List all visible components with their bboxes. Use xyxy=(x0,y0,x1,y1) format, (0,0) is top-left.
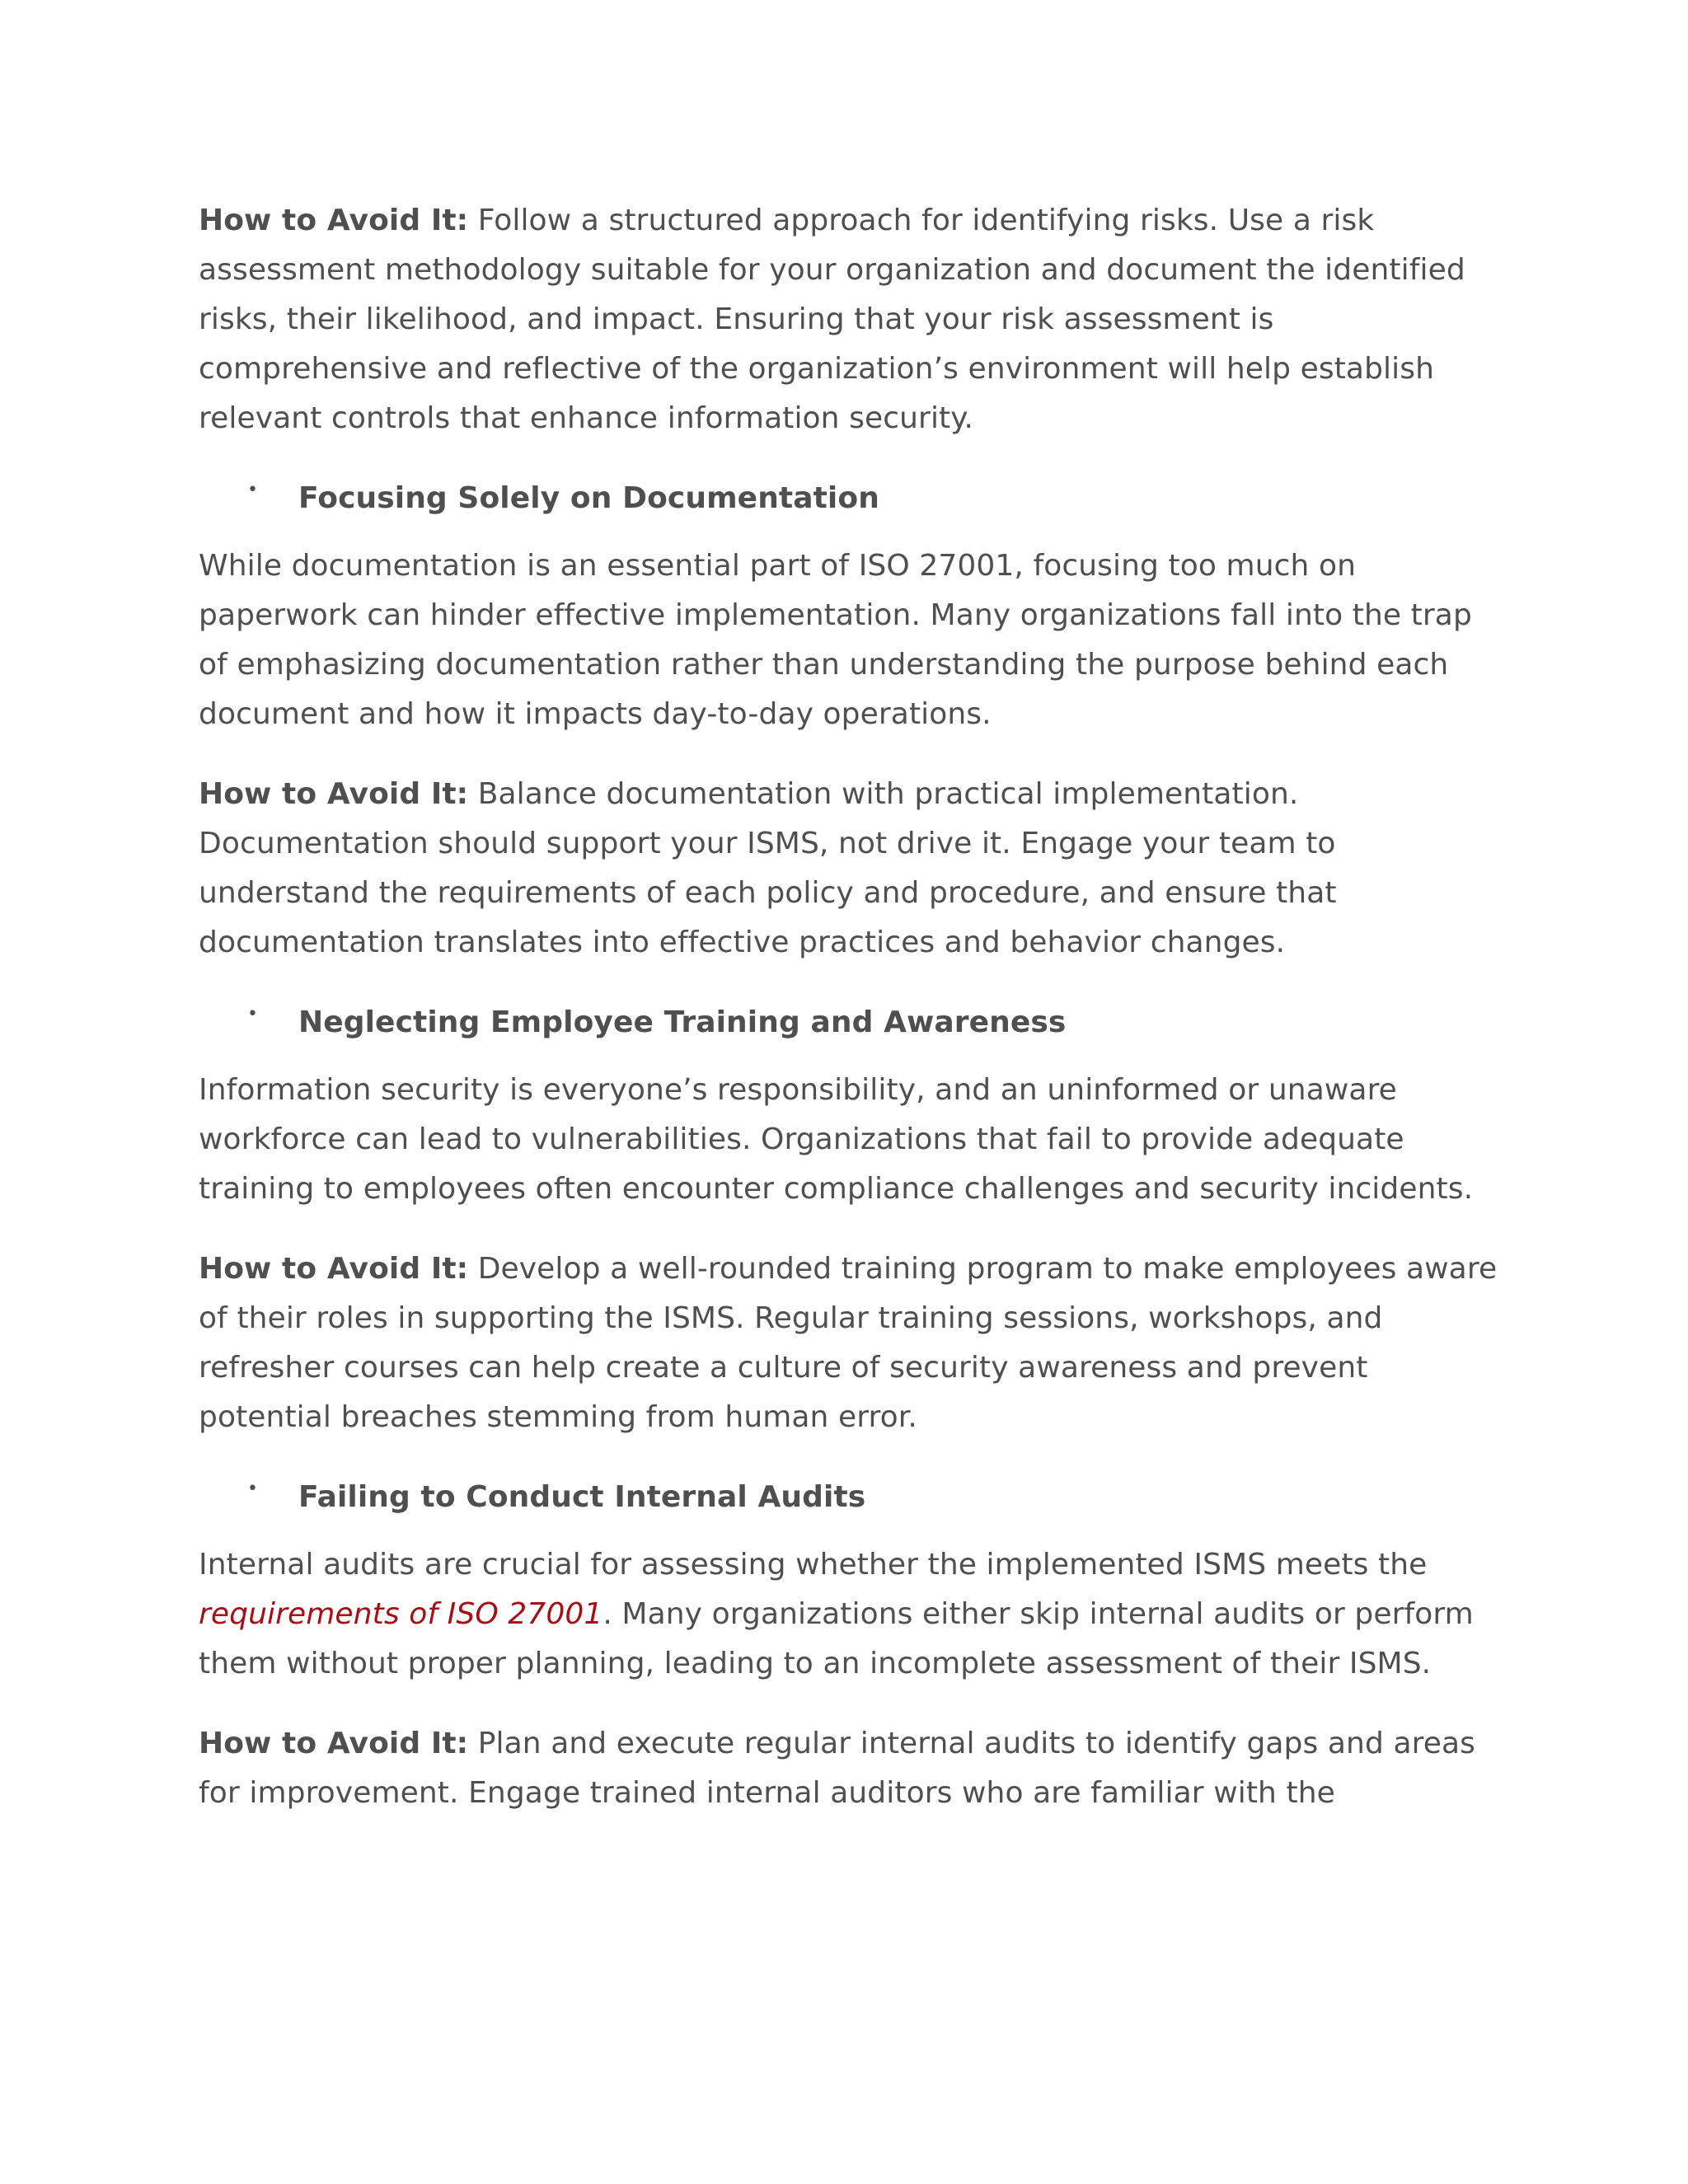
paragraph-audits-avoid xyxy=(199,1719,1501,1818)
paragraph-text: Internal audits are crucial for assessing whether the implemented ISMS meets the xyxy=(199,1548,1428,1582)
avoid-lead-label: How to Avoid It: xyxy=(199,204,469,237)
paragraph-text: Develop a well-rounded training program to make employees aware of their roles in supporting the ISMS. Regular training sessions, workshops, and refresher courses can help create a culture of security awareness and prevent potential breaches stemming from human error. xyxy=(199,1252,1498,1434)
avoid-lead-label: How to Avoid It: xyxy=(199,1727,469,1760)
bullet-icon: • xyxy=(247,480,259,500)
avoid-lead-label: How to Avoid It: xyxy=(199,777,469,811)
bullet-heading-audits xyxy=(199,1473,1501,1522)
heading-text: Neglecting Employee Training and Awareness xyxy=(298,1005,1067,1039)
paragraph-audits-body xyxy=(199,1540,1501,1689)
heading-text: Focusing Solely on Documentation xyxy=(298,481,879,515)
paragraph-documentation-body: While documentation is an essential part of ISO 27001, focusing too much on paperwork can hinder effective implementation. Many organizations fall into the trap of emphasizing documentation rather than understanding the purpose behind each document and how it impacts day-to-day operations. xyxy=(199,549,1472,731)
paragraph-training-avoid xyxy=(199,1244,1501,1442)
bullet-heading-training xyxy=(199,998,1501,1047)
bullet-icon: • xyxy=(247,1479,259,1499)
paragraph-text: Follow a structured approach for identifying risks. Use a risk assessment methodology suitable for your organization and document the identified risks, their likelihood, and impact. Ensuring that your risk assessment is comprehensive and reflective of the organization’s environment will help establish relevant controls that enhance information security. xyxy=(199,204,1465,435)
bullet-icon: • xyxy=(247,1004,259,1024)
avoid-lead-label: How to Avoid It: xyxy=(199,1252,469,1286)
bullet-heading-documentation xyxy=(199,474,1501,523)
paragraph-text: Plan and execute regular internal audits to identify gaps and areas for improvement. Engage trained internal auditors who are familiar with the xyxy=(199,1727,1476,1810)
paragraph-training-body: Information security is everyone’s responsibility, and an uninformed or unaware workforce can lead to vulnerabilities. Organizations that fail to provide adequate training to employees often encounter compliance challenges and security incidents. xyxy=(199,1073,1474,1206)
paragraph-text: . Many organizations either skip internal audits or perform them without proper planning, leading to an incomplete assessment of their ISMS. xyxy=(199,1597,1474,1680)
heading-text: Failing to Conduct Internal Audits xyxy=(298,1480,866,1514)
paragraph-documentation-avoid xyxy=(199,770,1501,968)
iso-requirements-link[interactable]: requirements of ISO 27001 xyxy=(199,1597,603,1631)
document-page xyxy=(199,196,1501,1849)
paragraph-risk-avoid xyxy=(199,196,1501,443)
paragraph-text: Balance documentation with practical implementation. Documentation should support your ISMS, not drive it. Engage your team to understand the requirements of each policy and procedure, and ensure that documentation translates into effective practices and behavior changes. xyxy=(199,777,1337,959)
